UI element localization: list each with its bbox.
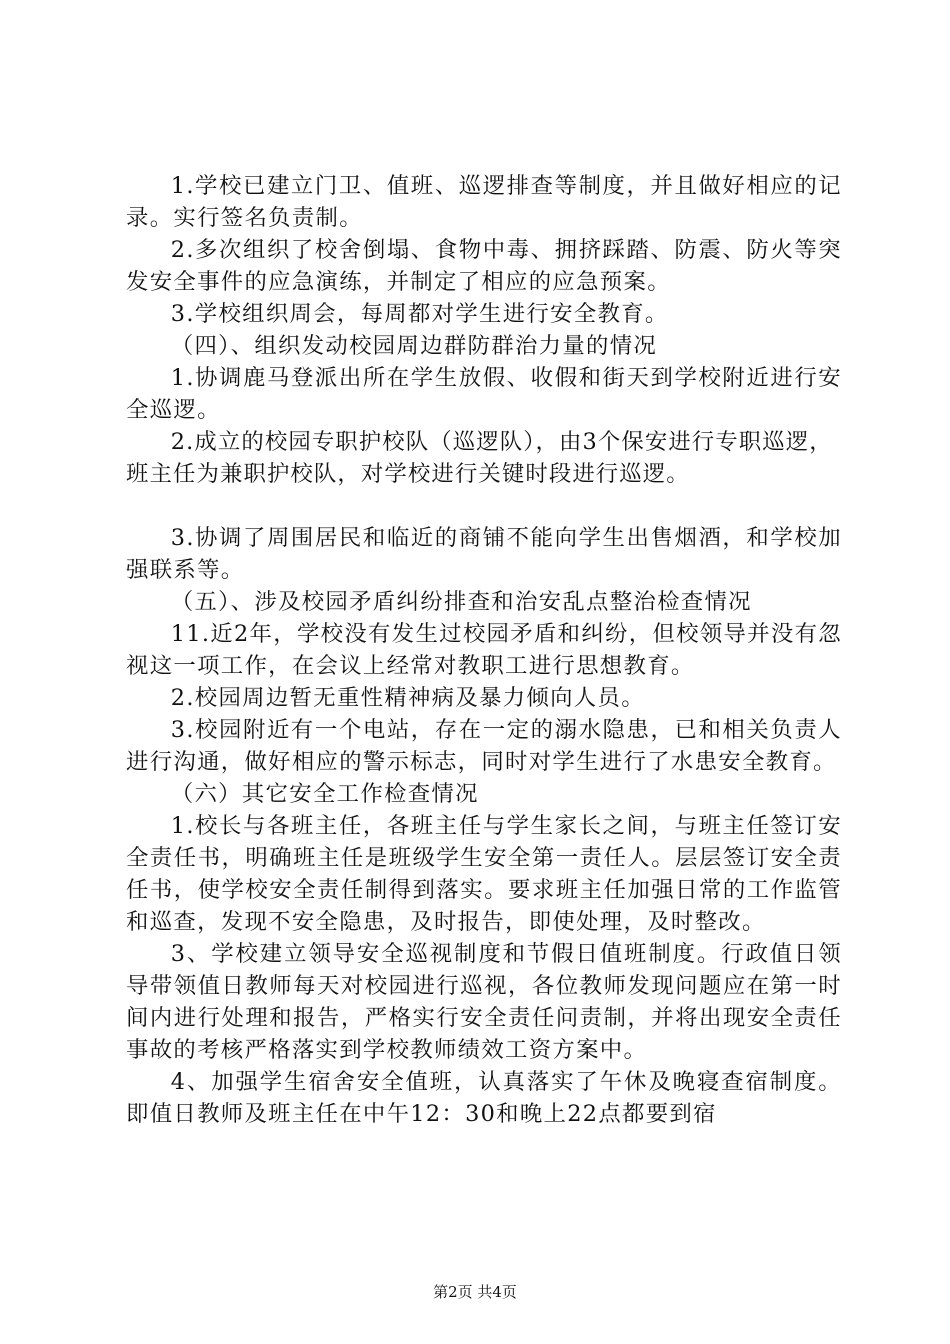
paragraph: 4、加强学生宿舍安全值班，认真落实了午休及晚寝查宿制度。即值日教师及班主任在中午12：30和晚上22点都要到宿	[126, 1069, 842, 1127]
document-body	[126, 170, 842, 1130]
page-number-footer: 第2页 共4页	[433, 1283, 517, 1301]
paragraph: 3.协调了周围居民和临近的商铺不能向学生出售烟酒，和学校加强联系等。	[126, 525, 842, 583]
paragraph: 2.校园周边暂无重性精神病及暴力倾向人员。	[170, 685, 645, 711]
section-heading: （六）其它安全工作检查情况	[170, 781, 479, 807]
paragraph: 3、学校建立领导安全巡视制度和节假日值班制度。行政值日领导带领值日教师每天对校园进行巡视，各位教师发现问题应在第一时间内进行处理和报告，严格实行安全责任问责制，并将出现安全责任事故的考核严格落实到学校教师绩效工资方案中。	[126, 941, 842, 1063]
paragraph: 3.学校组织周会，每周都对学生进行安全教育。	[170, 301, 669, 327]
paragraph: 1.校长与各班主任，各班主任与学生家长之间，与班主任签订安全责任书，明确班主任是班级学生安全第一责任人。层层签订安全责任书，使学校安全责任制得到落实。要求班主任加强日常的工作监管和巡查，发现不安全隐患，及时报告，即使处理，及时整改。	[126, 813, 842, 935]
paragraph: 2.成立的校园专职护校队（巡逻队），由3个保安进行专职巡逻，班主任为兼职护校队，对学校进行关键时段进行巡逻。	[126, 429, 833, 487]
paragraph: 2.多次组织了校舍倒塌、食物中毒、拥挤踩踏、防震、防火等突发安全事件的应急演练，并制定了相应的应急预案。	[126, 237, 842, 295]
section-heading: （四）、组织发动校园周边群防群治力量的情况	[170, 333, 658, 359]
paragraph: 3.校园附近有一个电站，存在一定的溺水隐患，已和相关负责人进行沟通，做好相应的警示标志，同时对学生进行了水患安全教育。	[126, 717, 842, 775]
section-heading: （五）、涉及校园矛盾纠纷排查和治安乱点整治检查情况	[170, 589, 752, 615]
paragraph: 1.协调鹿马登派出所在学生放假、收假和街天到学校附近进行安全巡逻。	[126, 365, 842, 423]
paragraph: 11.近2年，学校没有发生过校园矛盾和纠纷，但校领导并没有忽视这一项工作，在会议上经常对教职工进行思想教育。	[126, 621, 842, 679]
paragraph: 1.学校已建立门卫、值班、巡逻排查等制度，并且做好相应的记录。实行签名负责制。	[126, 173, 842, 231]
